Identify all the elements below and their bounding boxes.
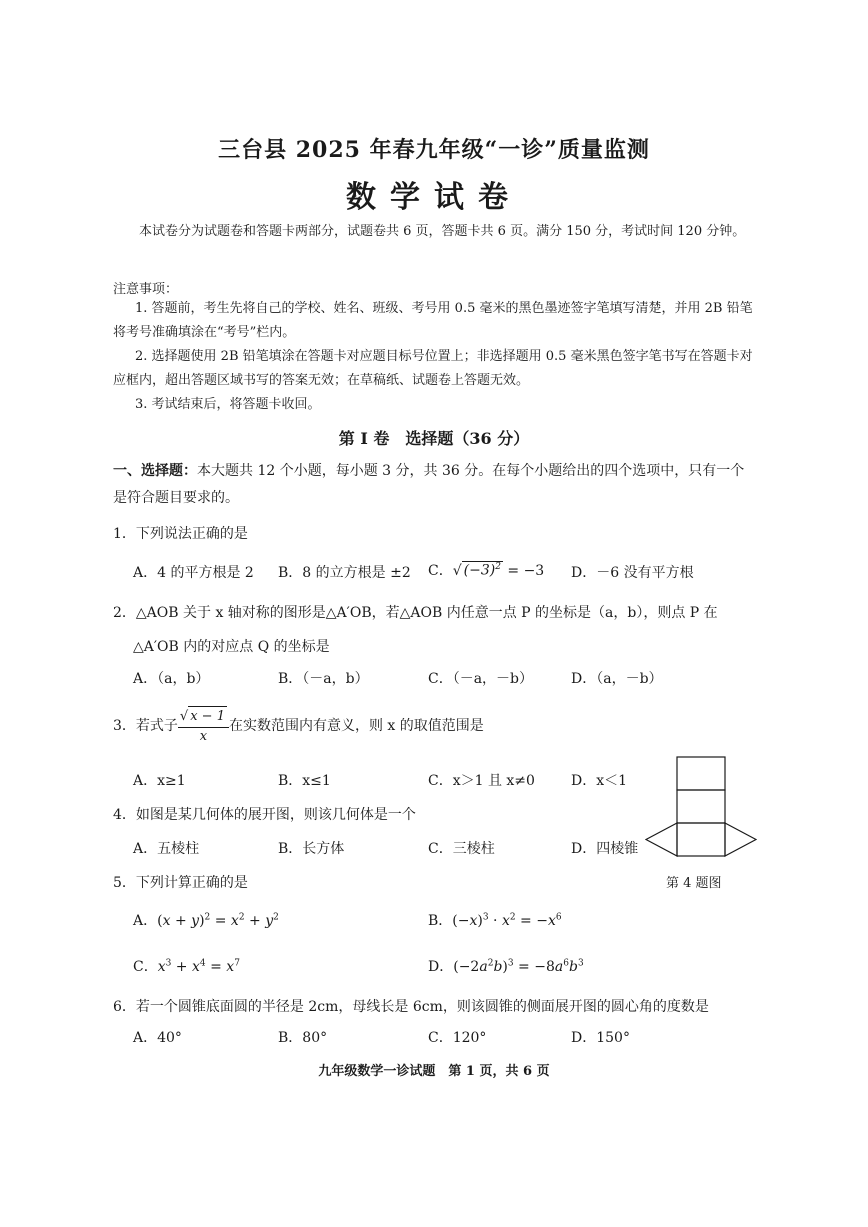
q3-stem-pre: 3．若式子: [113, 718, 178, 734]
q4-net-figure: [645, 756, 757, 866]
q6-option-b: B．80°: [278, 1030, 328, 1046]
net-face-2: [677, 790, 725, 823]
q2-stem-line1: 2．△AOB 关于 x 轴对称的图形是△A′OB，若△AOB 内任意一点 P 的坐标是（a，b），则点 P 在: [113, 605, 718, 621]
q1-stem: 1．下列说法正确的是: [113, 526, 248, 542]
sqrt-expression: √ $(-3)^2 = -3$: [452, 562, 545, 579]
q6-stem: 6．若一个圆锥底面圆的半径是 2cm，母线长是 6cm，则该圆锥的侧面展开图的圆心角的度数是: [113, 999, 709, 1015]
intro-text: 本试卷分为试题卷和答题卡两部分，试题卷共 6 页，答题卡共 6 页。满分 150 分，考试时间 120 分钟。: [139, 224, 746, 239]
notice-item-2: 2. 选择题使用 2B 铅笔填涂在答题卡对应题目标号位置上；非选择题用 0.5 毫米黑色签字笔书写在答题卡对应框内，超出答题区域书写的答案无效；在草稿纸、试题卷上答题无效。: [113, 349, 753, 388]
q4-option-d: D．四棱锥: [571, 841, 639, 857]
q6-option-a: A．40°: [133, 1030, 182, 1046]
q2-option-b: B．（－a，b）: [278, 671, 369, 687]
net-triangle-right: [725, 823, 756, 856]
q3-option-b: B．x≤1: [278, 773, 331, 789]
q5-stem: 5．下列计算正确的是: [113, 875, 248, 891]
q6-option-d: D．150°: [571, 1030, 630, 1046]
q2-option-c: C．（－a，－b）: [428, 671, 534, 687]
q3-option-d: D．x＜1: [571, 773, 628, 789]
q2-option-a: A．（a，b）: [133, 671, 210, 687]
q2-option-d: D．（a，－b）: [571, 671, 663, 687]
q3-stem-post: 在实数范围内有意义，则 x 的取值范围是: [228, 718, 484, 734]
q5-option-c: C．$x^3 + x^4 = x^7$: [133, 958, 240, 975]
q5-option-c-label: C．: [133, 959, 158, 975]
net-triangle-left: [646, 823, 677, 856]
q6-option-c: C．120°: [428, 1030, 487, 1046]
q1-option-d: D．－6 没有平方根: [571, 565, 694, 581]
q3-stem: [113, 704, 484, 748]
q5-option-a-label: A．: [133, 913, 158, 929]
net-face-3: [677, 823, 725, 856]
q3-fraction: $\frac{√ x - 1}{x}$: [178, 706, 229, 746]
q1-option-b: B．8 的立方根是 ±2: [278, 565, 411, 581]
q4-option-a: A．五棱柱: [133, 841, 200, 857]
q2-stem-line2: △A′OB 内的对应点 Q 的坐标是: [133, 639, 330, 655]
notice-item-3: 3. 考试结束后，将答题卡收回。: [135, 397, 321, 412]
net-face-1: [677, 757, 725, 790]
exam-subtitle: 数学试卷: [346, 180, 522, 215]
q1-option-a: A．4 的平方根是 2: [133, 565, 254, 581]
notice-heading: 注意事项：: [113, 282, 179, 297]
part-instructions: [113, 458, 753, 512]
q1-option-c: [428, 560, 544, 580]
q4-stem: 4．如图是某几何体的展开图，则该几何体是一个: [113, 807, 416, 823]
q3-option-a: A．x≥1: [133, 773, 186, 789]
notice-item-1: 1. 答题前，考生先将自己的学校、姓名、班级、考号用 0.5 毫米的黑色墨迹签字笔填写清楚，并用 2B 铅笔将考号准确填涂在“考号”栏内。: [113, 301, 753, 340]
section-title: 第 I 卷 选择题（36 分）: [338, 429, 530, 448]
q5-option-d: D．$(-2a^2b)^3 = -8a^6b^3$: [428, 958, 584, 975]
exam-title: 三台县 2025 年春九年级“一诊”质量监测: [218, 137, 650, 163]
q1-option-c-label: C．: [428, 563, 453, 579]
q3-option-c: C．x＞1 且 x≠0: [428, 773, 535, 789]
q4-option-c: C．三棱柱: [428, 841, 495, 857]
part-text: 本大题共 12 个小题，每小题 3 分，共 36 分。在每个小题给出的四个选项中，只有一个是符合题目要求的。: [113, 463, 745, 506]
q5-option-d-label: D．: [428, 959, 454, 975]
q4-option-b: B．长方体: [278, 841, 345, 857]
page-footer: 九年级数学一诊试题 第 1 页，共 6 页: [318, 1064, 550, 1079]
q4-figure-caption: 第 4 题图: [666, 876, 722, 891]
q5-option-a: A．$(x + y)^2 = x^2 + y^2$: [133, 912, 279, 929]
q5-option-b-label: B．: [428, 913, 453, 929]
part-label: 一、选择题：: [113, 463, 197, 479]
q5-option-b: B．$(-x)^3 \cdot x^2 = -x^6$: [428, 912, 562, 929]
